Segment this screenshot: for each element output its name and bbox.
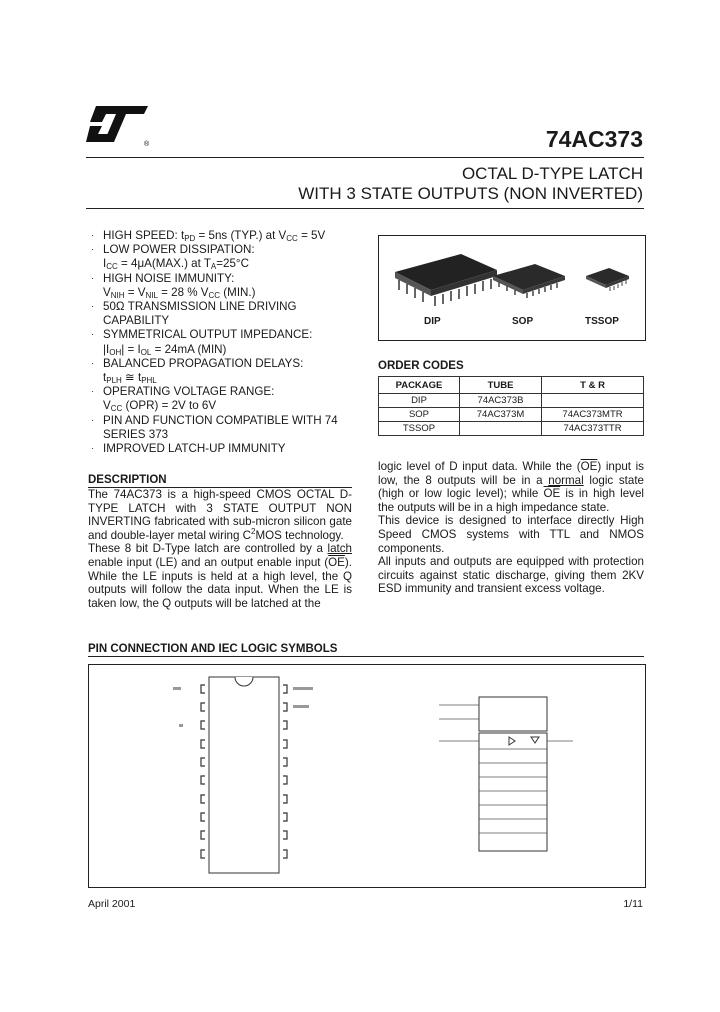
table-row [379, 408, 644, 422]
pin-connection-heading: PIN CONNECTION AND IEC LOGIC SYMBOLS [88, 643, 338, 655]
subtitle-rule [86, 208, 644, 209]
order-codes-heading: ORDER CODES [378, 360, 464, 372]
table-cell: TSSOP [379, 422, 460, 436]
footer-page-number: 1/11 [623, 898, 643, 910]
table-header-cell: PACKAGE [379, 377, 460, 394]
feature-list [88, 229, 358, 456]
subtitle-line-2: WITH 3 STATE OUTPUTS (NON INVERTED) [298, 184, 643, 203]
order-codes-table [378, 376, 644, 436]
feature-item: · HIGH NOISE IMMUNITY: $V_{NIH} = V_{NIL} = 28$ % $V_{CC}$ (MIN.) [88, 272, 358, 300]
description-text: logic level of D input data. While the ( [378, 460, 581, 473]
table-cell: DIP [379, 394, 460, 408]
description-text: ). While the LE inputs is held at a high level, the Q outputs will follow the data input. When the LE is taken low, the Q outputs will be latched at the [88, 555, 352, 610]
table-cell: 74AC373B [459, 394, 541, 408]
description-text: normal [548, 473, 584, 487]
description-right-column [378, 460, 644, 596]
pin-diagram-box [88, 664, 646, 888]
tssop-package-image [583, 264, 633, 294]
description-text: ) input is low, the 8 outputs will be in a [378, 460, 644, 487]
feature-item: · 50Ω TRANSMISSION LINE DRIVING CAPABILITY [88, 300, 358, 328]
description-text: All inputs and outputs are equipped with protection circuits against static discharge, giving them 2KV ESD immunity and transient excess voltage. [378, 555, 644, 596]
table-cell [459, 422, 541, 436]
iec-logic-symbol [425, 693, 595, 863]
dip-pin-connection-diagram [165, 673, 325, 883]
table-cell: 74AC373M [459, 408, 541, 422]
table-cell [542, 394, 644, 408]
description-text: The 74AC373 is a high-speed CMOS OCTAL D-TYPE LATCH with 3 STATE OUTPUT NON INVERTING fabricated with sub-micron silicon gate and double-layer metal wiring C [88, 488, 352, 542]
feature-item: · PIN AND FUNCTION COMPATIBLE WITH 74 SERIES 373 [88, 414, 358, 442]
part-number-title: 74AC373 [545, 126, 643, 152]
header-rule [86, 157, 644, 158]
table-cell: 74AC373TTR [542, 422, 644, 436]
subtitle [298, 164, 643, 204]
description-text: is in high level the outputs will be in a high impedance state. [378, 487, 644, 514]
sop-package-image [489, 260, 569, 304]
feature-item: · IMPROVED LATCH-UP IMMUNITY [88, 442, 358, 456]
svg-text:®: ® [144, 141, 150, 148]
description-heading: DESCRIPTION [88, 474, 167, 486]
description-text: $\overline{OE}$ [328, 555, 345, 569]
feature-item: · LOW POWER DISSIPATION: $I_{CC} = 4\mu A(MAX.)$ at $T_A=25^\circ C$ [88, 243, 358, 271]
table-header-cell: T & R [542, 377, 644, 394]
description-text: 2 [251, 526, 256, 536]
description-text: These 8 bit D-Type latch are controlled by a [88, 542, 328, 556]
description-left-column [88, 488, 352, 610]
description-text: $\overline{OE}$ [543, 487, 561, 501]
st-logo [86, 104, 154, 148]
table-cell: SOP [379, 408, 460, 422]
package-figure [378, 235, 646, 341]
package-label-dip: DIP [424, 316, 441, 327]
description-text: $\overline{OE}$ [580, 460, 598, 473]
description-text: latch [327, 542, 352, 556]
table-row [379, 394, 644, 408]
feature-item: · SYMMETRICAL OUTPUT IMPEDANCE: $|I_{OH}| = I_{OL} = 24mA$ (MIN) [88, 328, 358, 356]
table-row [379, 422, 644, 436]
subtitle-line-1: OCTAL D-TYPE LATCH [461, 164, 643, 183]
package-label-sop: SOP [512, 316, 534, 327]
table-cell: 74AC373MTR [542, 408, 644, 422]
description-text: enable input (LE) and an output enable input ( [88, 555, 329, 569]
description-text: logic state (high or low logic level); while [378, 473, 645, 501]
description-text: MOS technology. [255, 528, 344, 542]
description-text: This device is designed to interface directly High Speed CMOS systems with TTL and NMOS components. [378, 514, 644, 555]
pin-connection-rule [88, 656, 644, 657]
footer-date: April 2001 [88, 898, 136, 910]
feature-item: · HIGH SPEED: $t_{PD} = 5ns$ (TYP.) at $V_{CC} = 5V$ [88, 229, 358, 243]
table-header-cell: TUBE [459, 377, 541, 394]
package-label-tssop: TSSOP [585, 316, 619, 327]
dip-package-image [391, 250, 501, 310]
feature-item: · OPERATING VOLTAGE RANGE: $V_{CC}$ (OPR) = 2V to 6V [88, 385, 358, 413]
feature-item: · BALANCED PROPAGATION DELAYS: $t_{PLH}$ ≅ $t_{PHL}$ [88, 357, 358, 385]
